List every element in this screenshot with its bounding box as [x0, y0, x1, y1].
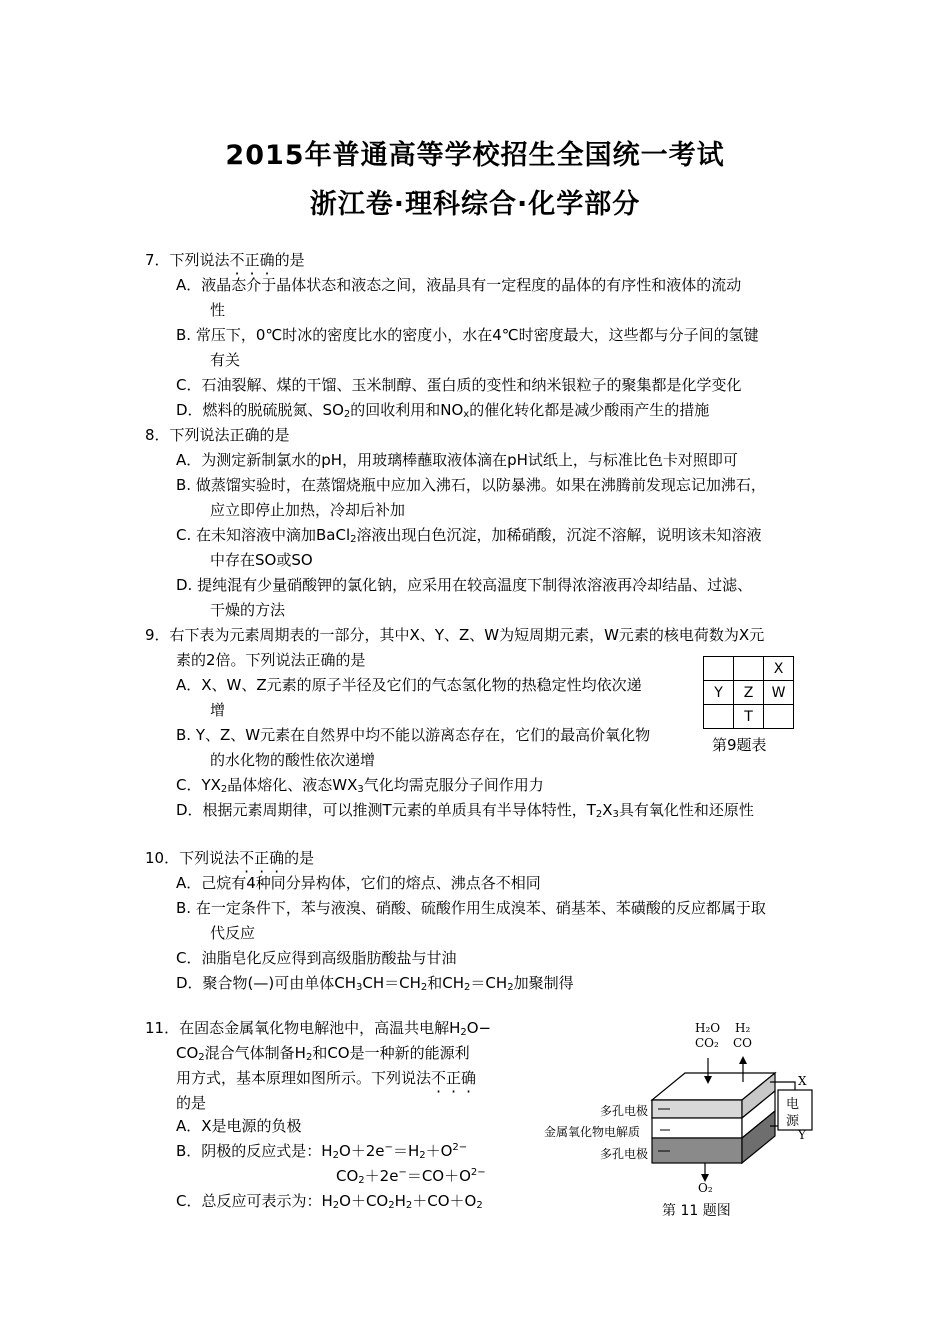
q8-option-a: A．为测定新制氯水的pH，用玻璃棒蘸取液体滴在pH试纸上，与标准比色卡对照即可: [176, 451, 738, 469]
q7-option-a-cont: 性: [210, 301, 226, 319]
q10-option-d: D．聚合物(—)可由单体$CH_3CH=CH_2$和$CH_2=CH_2$加聚制得: [176, 974, 574, 993]
q8-option-b: B. 做蒸馏实验时，在蒸馏烧瓶中应加入沸石，以防暴沸。如果在沸腾前发现忘记加沸石，: [176, 476, 766, 494]
table-cell: [764, 705, 794, 729]
q9-option-b-cont: 的水化物的酸性依次递增: [210, 751, 376, 769]
q11-stem-cont: 的是: [176, 1094, 207, 1112]
q11-option-b: B．阴极的反应式是：$H_2O+2e^-=H_2+O^{2-}$: [176, 1142, 468, 1161]
q10-option-c: C．油脂皂化反应得到高级脂肪酸盐与甘油: [176, 949, 457, 967]
table-cell: T: [734, 705, 764, 729]
outflow-co-label: CO: [733, 1036, 753, 1050]
q7-option-a: A．液晶态介于晶体状态和液态之间，液晶具有一定程度的晶体的有序性和液体的流动: [176, 276, 742, 294]
q7-stem: 7．下列说法不正确的是: [145, 251, 305, 269]
q9-option-a-cont: 增: [210, 701, 226, 719]
q7-option-d: D．燃料的脱硫脱氮、$SO_2$的回收利用和$NO_x$的催化转化都是减少酸雨产生的措施: [176, 401, 710, 420]
inflow-co2-label: CO₂: [695, 1036, 719, 1050]
q8-option-d-cont: 干燥的方法: [210, 601, 286, 619]
bottom-electrode-label: 多孔电极: [600, 1147, 649, 1161]
table-cell: [704, 657, 734, 681]
table-caption: 第9题表: [712, 736, 767, 754]
q9-option-c: C．$YX_2$晶体熔化、液态$WX_3$气化均需克服分子间作用力: [176, 776, 544, 795]
q7-option-b-cont: 有关: [210, 351, 241, 369]
q8-option-d: D. 提纯混有少量硝酸钾的氯化钠，应采用在较高温度下制得浓溶液再冷却结晶、过滤、: [176, 576, 753, 594]
q10-option-a: A．己烷有4种同分异构体，它们的熔点、沸点各不相同: [176, 874, 541, 892]
q9-option-b: B. Y、Z、W元素在自然界中均不能以游离态存在，它们的最高价氧化物: [176, 726, 651, 744]
q11-option-b-cont: $CO_2+2e^-=CO+O^{2-}$: [336, 1167, 486, 1186]
q9-stem: 9．右下表为元素周期表的一部分，其中X、Y、Z、W为短周期元素，W元素的核电荷数为X元: [145, 626, 765, 644]
table-cell: Y: [704, 681, 734, 705]
electrolyte-label: 金属氧化物电解质: [544, 1125, 641, 1139]
exam-title: 2015年普通高等学校招生全国统一考试: [225, 140, 725, 171]
q8-option-c-cont: 中存在SO或SO: [210, 551, 313, 569]
q9-option-d: D．根据元素周期律，可以推测T元素的单质具有半导体特性，$T_2X_3$具有氧化性和还原性: [176, 801, 754, 820]
q9-option-a: A．X、W、Z元素的原子半径及它们的气态氢化物的热稳定性均依次递: [176, 676, 642, 694]
periodic-table-fragment: [703, 656, 794, 729]
q10-option-b-cont: 代反应: [210, 924, 256, 942]
electrolysis-cell-figure: [540, 1018, 840, 1223]
terminal-x-label: X: [798, 1074, 807, 1088]
table-cell: W: [764, 681, 794, 705]
q11-stem: 11．在固态金属氧化物电解池中，高温共电解$H_2O-$: [145, 1019, 492, 1038]
exam-subtitle: 浙江卷·理科综合·化学部分: [309, 189, 641, 220]
top-electrode-label: 多孔电极: [600, 1104, 649, 1118]
figure-caption: 第 11 题图: [662, 1203, 731, 1219]
table-cell: [704, 705, 734, 729]
table-cell: X: [764, 657, 794, 681]
q7-option-c: C．石油裂解、煤的干馏、玉米制醇、蛋白质的变性和纳米银粒子的聚集都是化学变化: [176, 376, 742, 394]
oxygen-outflow-label: O₂: [698, 1181, 713, 1195]
power-source-label: 源: [786, 1114, 800, 1129]
power-source-label: 电: [786, 1097, 800, 1112]
q8-option-c: C. 在未知溶液中滴加BaCl$_2$溶液出现白色沉淀，加稀硝酸，沉淀不溶解，说明该未知溶液: [176, 526, 762, 545]
q10-stem: 10．下列说法不正确的是: [145, 849, 315, 867]
q10-option-b: B. 在一定条件下，苯与液溴、硝酸、硫酸作用生成溴苯、硝基苯、苯磺酸的反应都属于取: [176, 899, 766, 917]
table-cell: Z: [734, 681, 764, 705]
inflow-h2o-label: H₂O: [695, 1021, 721, 1035]
q8-stem: 8．下列说法正确的是: [145, 426, 290, 444]
q11-option-a: A．X是电源的负极: [176, 1117, 302, 1135]
q11-stem-cont: $CO_2$混合气体制备$H_2$和CO是一种新的能源利: [176, 1044, 470, 1063]
q8-option-b-cont: 应立即停止加热，冷却后补加: [210, 501, 406, 519]
table-cell: [734, 657, 764, 681]
q11-option-c: C．总反应可表示为：$H_2O+CO_2H_2+CO+O_2$: [176, 1192, 483, 1211]
q11-stem-cont: 用方式，基本原理如图所示。下列说法不正确: [176, 1069, 477, 1087]
q7-option-b: B. 常压下，0℃时冰的密度比水的密度小，水在4℃时密度最大，这些都与分子间的氢键: [176, 326, 759, 344]
terminal-y-label: Y: [798, 1128, 806, 1142]
outflow-h2-label: H₂: [735, 1021, 751, 1035]
q9-stem-cont: 素的2倍。下列说法正确的是: [176, 651, 366, 669]
